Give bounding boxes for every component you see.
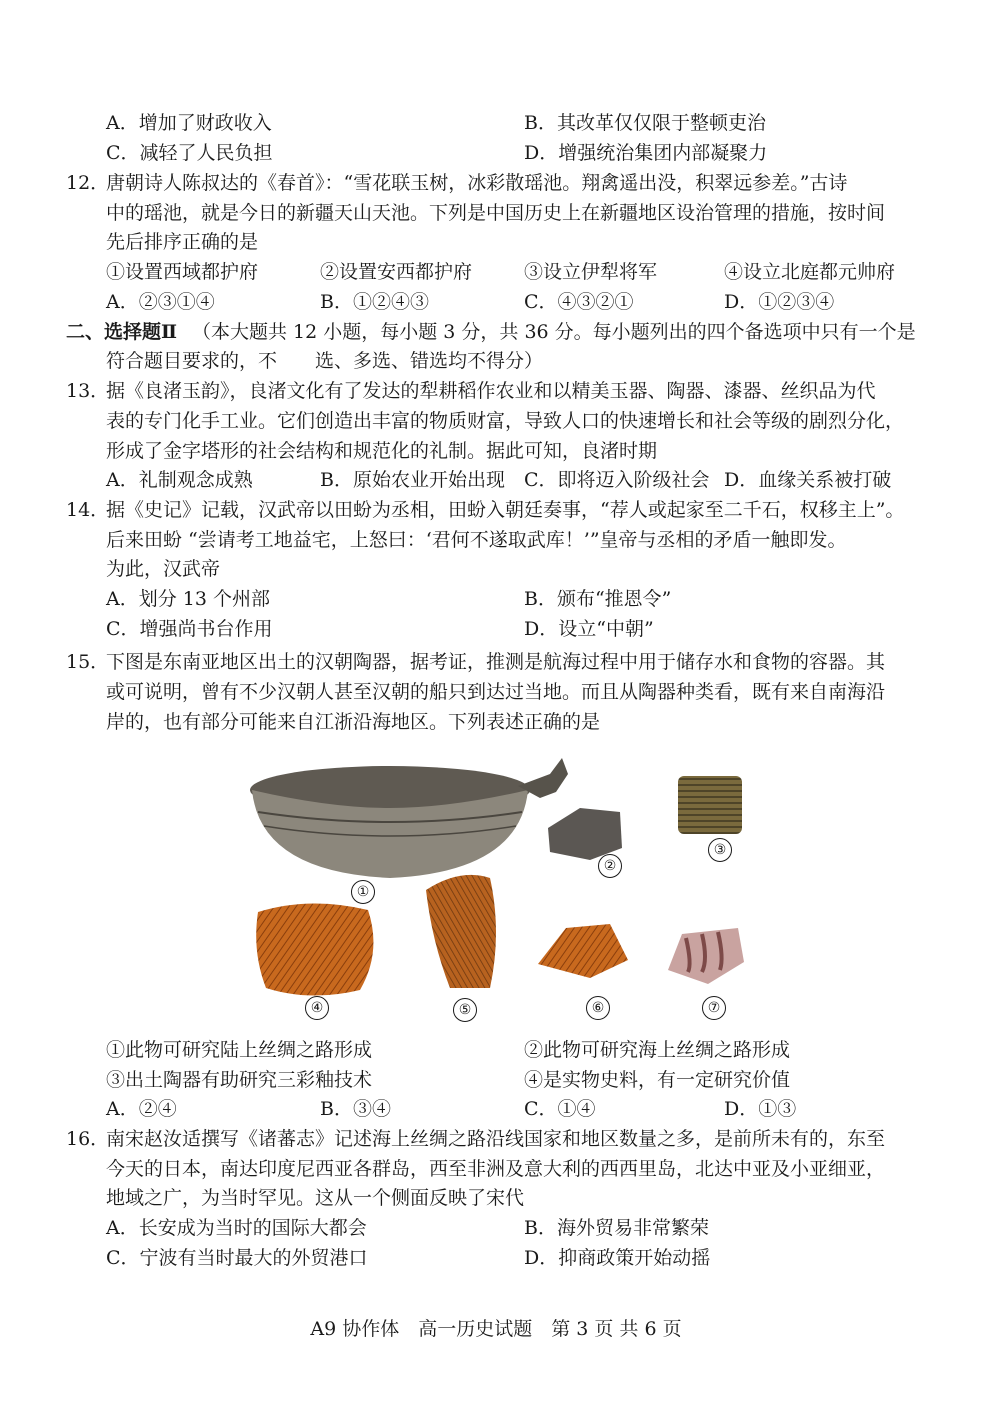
artifact-7-shard — [668, 928, 744, 984]
q13-stem-line3: 形成了金字塔形的社会结构和规范化的礼制。据此可知，良渚时期 — [106, 440, 658, 462]
q14-option-c: C．增强尚书台作用 — [106, 618, 273, 640]
q16-option-d: D．抑商政策开始动摇 — [524, 1247, 711, 1269]
figure-label-2: ② — [598, 854, 622, 878]
q15-item-2: ②此物可研究海上丝绸之路形成 — [524, 1039, 791, 1061]
page-footer: A9 协作体 高一历史试题 第 3 页 共 6 页 — [310, 1318, 682, 1340]
section-2-title: 二、选择题Ⅱ — [66, 321, 178, 343]
q16-option-b: B．海外贸易非常繁荣 — [524, 1217, 709, 1239]
q13-number: 13． — [66, 380, 110, 402]
pottery-figure — [250, 752, 770, 1030]
q13-option-c: C．即将迈入阶级社会 — [524, 469, 710, 491]
q15-item-3: ③出土陶器有助研究三彩釉技术 — [106, 1069, 373, 1091]
q13-option-d: D．血缘关系被打破 — [724, 469, 892, 491]
q16-stem-line2: 今天的日本，南达印度尼西亚各群岛，西至非洲及意大利的西西里岛，北达中亚及小亚细亚， — [106, 1158, 886, 1180]
q15-option-d: D．①③ — [724, 1098, 797, 1120]
artifact-3-shard — [678, 776, 742, 834]
q15-number: 15． — [66, 651, 110, 673]
q15-item-4: ④是实物史料，有一定研究价值 — [524, 1069, 791, 1091]
q16-option-a: A．长安成为当时的国际大都会 — [106, 1217, 367, 1239]
q12-item-1: ①设置西域都护府 — [106, 261, 259, 283]
q11-option-b: B．其改革仅仅限于整顿吏治 — [524, 112, 766, 134]
q12-stem-line3: 先后排序正确的是 — [106, 231, 259, 253]
q14-number: 14． — [66, 499, 110, 521]
q14-option-b: B．颁布“推恩令” — [524, 588, 672, 610]
artifact-4-shard — [256, 903, 373, 995]
q12-item-4: ④设立北庭都元帅府 — [724, 261, 896, 283]
q11-option-a: A．增加了财政收入 — [106, 112, 272, 134]
q15-stem-line3: 岸的，也有部分可能来自江浙沿海地区。下列表述正确的是 — [106, 711, 601, 733]
artifact-5-shard — [426, 875, 496, 988]
q12-option-a: A．②③①④ — [106, 291, 215, 313]
q14-option-a: A．划分 13 个州部 — [106, 588, 270, 610]
q13-option-a: A．礼制观念成熟 — [106, 469, 253, 491]
artifact-1-bowl — [250, 758, 568, 878]
q11-option-c: C．减轻了人民负担 — [106, 142, 273, 164]
section-2-desc-line2: 符合题目要求的，不 选、多选、错选均不得分） — [106, 350, 544, 372]
artifact-6-shard — [538, 924, 628, 978]
q12-item-2: ②设置安西都护府 — [320, 261, 473, 283]
q15-stem-line1: 下图是东南亚地区出土的汉朝陶器，据考证，推测是航海过程中用于储存水和食物的容器。其 — [106, 651, 886, 673]
figure-label-4: ④ — [305, 996, 329, 1020]
figure-label-6: ⑥ — [586, 996, 610, 1020]
q15-item-1: ①此物可研究陆上丝绸之路形成 — [106, 1039, 373, 1061]
figure-label-5: ⑤ — [453, 998, 477, 1022]
pottery-illustration — [250, 752, 770, 1030]
q16-number: 16． — [66, 1128, 110, 1150]
q14-stem-line2: 后来田蚡 “尝请考工地益宅，上怒曰：‘君何不遂取武库！’”皇帝与丞相的矛盾一触即发。 — [106, 529, 847, 551]
q13-option-b: B．原始农业开始出现 — [320, 469, 505, 491]
q12-stem-line2: 中的瑶池，就是今日的新疆天山天池。下列是中国历史上在新疆地区设治管理的措施，按时间 — [106, 202, 886, 224]
q15-option-b: B．③④ — [320, 1098, 391, 1120]
q15-option-c: C．①④ — [524, 1098, 596, 1120]
artifact-2-shard — [548, 808, 622, 860]
figure-label-1: ① — [351, 880, 375, 904]
q12-option-b: B．①②④③ — [320, 291, 429, 313]
q11-option-d: D．增强统治集团内部凝聚力 — [524, 142, 768, 164]
q14-stem-line3: 为此，汉武帝 — [106, 558, 221, 580]
q12-stem-line1: 唐朝诗人陈叔达的《春首》：“雪花联玉树，冰彩散瑶池。翔禽遥出没，积翠远参差。”古诗 — [106, 172, 848, 194]
q15-option-a: A．②④ — [106, 1098, 177, 1120]
section-2-desc-line1: （本大题共 12 小题，每小题 3 分，共 36 分。每小题列出的四个备选项中只有一个是 — [192, 321, 916, 343]
q12-option-d: D．①②③④ — [724, 291, 835, 313]
q16-option-c: C．宁波有当时最大的外贸港口 — [106, 1247, 368, 1269]
figure-label-7: ⑦ — [702, 996, 726, 1020]
q14-option-d: D．设立“中朝” — [524, 618, 654, 640]
q12-number: 12． — [66, 172, 110, 194]
figure-label-3: ③ — [708, 838, 732, 862]
q12-item-3: ③设立伊犁将军 — [524, 261, 658, 283]
q13-stem-line2: 表的专门化手工业。它们创造出丰富的物质财富，导致人口的快速增长和社会等级的剧烈分化， — [106, 410, 905, 432]
q16-stem-line3: 地域之广，为当时罕见。这从一个侧面反映了宋代 — [106, 1187, 525, 1209]
q15-stem-line2: 或可说明，曾有不少汉朝人甚至汉朝的船只到达过当地。而且从陶器种类看，既有来自南海沿 — [106, 681, 886, 703]
q12-option-c: C．④③②① — [524, 291, 634, 313]
q13-stem-line1: 据《良渚玉韵》，良渚文化有了发达的犁耕稻作农业和以精美玉器、陶器、漆器、丝织品为代 — [106, 380, 876, 402]
q14-stem-line1: 据《史记》记载，汉武帝以田蚡为丞相，田蚡入朝廷奏事，“荐人或起家至二千石，权移主上”。 — [106, 499, 905, 521]
q16-stem-line1: 南宋赵汝适撰写《诸蕃志》记述海上丝绸之路沿线国家和地区数量之多，是前所未有的，东至 — [106, 1128, 886, 1150]
